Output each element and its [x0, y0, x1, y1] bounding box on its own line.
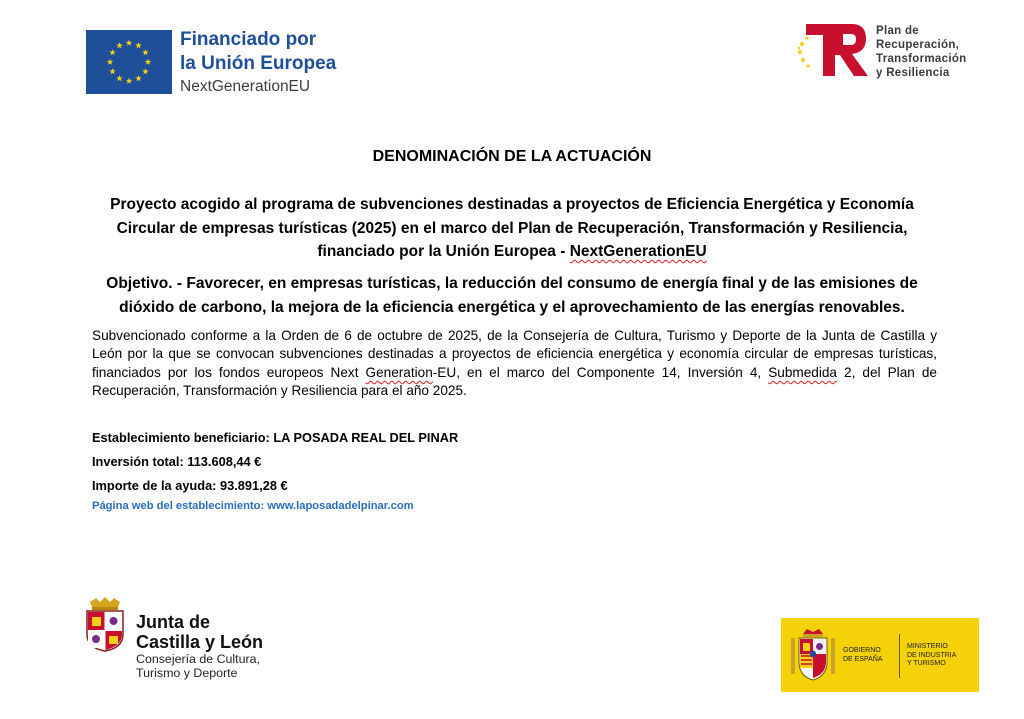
prtr-logo-line1: Plan de: [876, 25, 920, 37]
prtr-logo-text: [876, 24, 966, 80]
intro-program-name: NextGenerationEU: [569, 243, 707, 260]
legal-word-submedida: Submedida: [768, 364, 837, 380]
junta-castilla-leon-logo: [84, 596, 324, 680]
ministerio-text: [907, 643, 956, 669]
prtr-logo-line3: Transformación: [876, 53, 967, 65]
eu-logo-text: [180, 28, 336, 98]
junta-logo-text: [136, 612, 263, 680]
spain-coat-of-arms-icon: [789, 626, 837, 684]
ministerio-line2: DE INDUSTRIA: [907, 651, 957, 659]
gobierno-line1: GOBIERNO: [843, 647, 881, 654]
legal-text-part3: 2, del Plan de Recuperación, Transformación y Resiliencia para el año 2025.: [92, 364, 937, 399]
website-line[interactable]: Página web del establecimiento: www.laposadadelpinar.com: [92, 500, 414, 512]
legal-word-generation: Generation: [365, 364, 433, 380]
eu-funding-logo: [86, 26, 336, 98]
ministerio-line1: MINISTERIO: [907, 643, 948, 650]
eu-logo-line2: la Unión Europea: [180, 53, 337, 74]
gobierno-line2: DE ESPAÑA: [843, 655, 883, 663]
prtr-logo: [796, 22, 996, 82]
gobierno-text: [843, 647, 883, 664]
eu-logo-line1: Financiado por: [180, 29, 317, 50]
aid-amount-line: Importe de la ayuda: 93.891,28 €: [92, 478, 288, 493]
investment-line: Inversión total: 113.608,44 €: [92, 454, 262, 469]
legal-text-part2: -EU, en el marco del Componente 14, Inversión 4,: [432, 364, 769, 380]
intro-paragraph: [84, 193, 940, 264]
eu-flag-icon: [86, 30, 172, 94]
junta-logo-line3: Consejería de Cultura,: [136, 652, 260, 666]
legal-text-part1: Subvencionado conforme a la Orden de 6 de octubre de 2025, de la Consejería de Cultura, Turismo y Deporte de la Junta de Castilla y León por la que se convocan subvenciones destinadas a proyectos de eficiencia energética y economía circular de empresas turísticas, financiados por los fondos europeos Next: [92, 328, 937, 380]
junta-logo-line1: Junta de: [136, 612, 211, 632]
prtr-tr-mark-icon: [796, 22, 872, 78]
coat-of-arms-icon: [84, 596, 126, 652]
prtr-logo-line4: y Resiliencia: [876, 67, 950, 79]
junta-logo-line2: Castilla y León: [136, 632, 264, 652]
gobierno-divider: [899, 634, 900, 678]
objective-paragraph: Objetivo. - Favorecer, en empresas turísticas, la reducción del consumo de energía final y de las emisiones de dióxido de carbono, la mejora de la eficiencia energética y el aprovechamiento de las energías renovables.: [106, 275, 918, 316]
ministerio-line3: Y TURISMO: [907, 660, 946, 667]
junta-logo-line4: Turismo y Deporte: [136, 666, 238, 680]
beneficiary-line: Establecimiento beneficiario: LA POSADA REAL DEL PINAR: [92, 430, 459, 445]
prtr-logo-line2: Recuperación,: [876, 39, 960, 51]
intro-text: Proyecto acogido al programa de subvenciones destinadas a proyectos de Eficiencia Energética y Economía Circular de empresas turísticas (2025) en el marco del Plan de Recuperación, Transformación y Resiliencia, financiado por la Unión Europea -: [110, 196, 914, 260]
document-title: DENOMINACIÓN DE LA ACTUACIÓN: [372, 148, 652, 165]
gobierno-espana-logo: [781, 618, 979, 692]
eu-logo-line3: NextGenerationEU: [180, 78, 311, 95]
legal-paragraph: [92, 327, 937, 401]
